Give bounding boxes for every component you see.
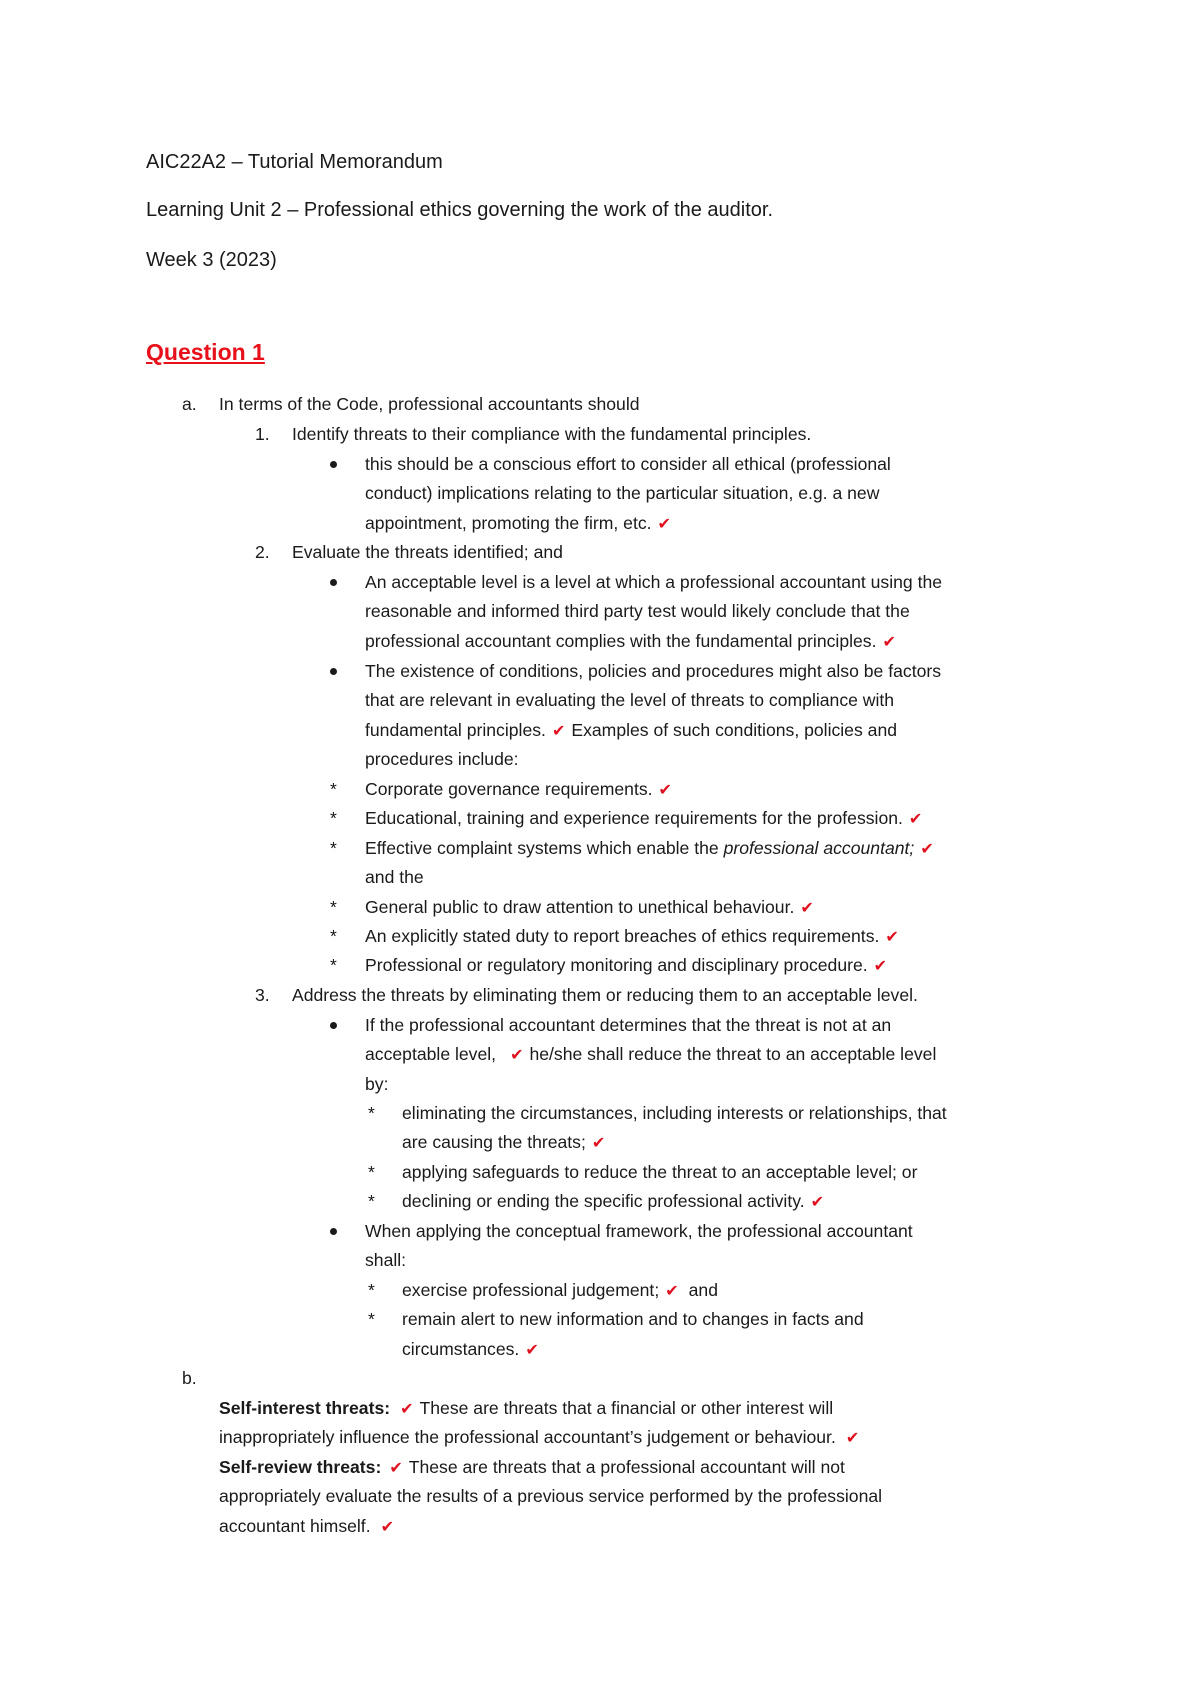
example-item: General public to draw attention to unethical behaviour. ✔ — [365, 897, 814, 917]
remedy-item: applying safeguards to reduce the threat to an acceptable level; or — [402, 1162, 918, 1182]
learning-unit-heading: Learning Unit 2 – Professional ethics governing the work of the auditor. — [146, 199, 774, 221]
star-marker: * — [330, 838, 337, 858]
star-marker: * — [330, 926, 337, 946]
check-mark-icon: ✔ — [845, 1430, 860, 1447]
check-mark-icon: ✔ — [389, 1460, 403, 1477]
step-2-bullet-line: fundamental principles. ✔ Examples of such conditions, policies and — [365, 720, 898, 740]
step-2-bullet-line: that are relevant in evaluating the level of threats to compliance with — [365, 690, 895, 710]
list-number-3: 3. — [255, 985, 270, 1005]
example-item: Effective complaint systems which enable the professional accountant; ✔ — [365, 838, 934, 858]
step-3-bullet-line: When applying the conceptual framework, the professional accountant — [365, 1221, 913, 1241]
star-marker: * — [330, 779, 337, 799]
step-3-bullet-line: If the professional accountant determines that the threat is not at an — [365, 1015, 892, 1035]
item-marker-a: a. — [182, 394, 197, 414]
check-mark-icon: ✔ — [810, 1194, 825, 1211]
example-item-continued: and the — [365, 867, 424, 887]
check-mark-icon: ✔ — [920, 841, 934, 858]
week-label: Week 3 (2023) — [146, 249, 277, 271]
step-2-text: Evaluate the threats identified; and — [292, 542, 563, 562]
bullet-icon — [330, 579, 337, 586]
example-item: Professional or regulatory monitoring and disciplinary procedure. ✔ — [365, 955, 888, 975]
bullet-icon — [330, 668, 337, 675]
check-mark-icon: ✔ — [591, 1135, 606, 1152]
check-mark-icon: ✔ — [658, 782, 672, 799]
bullet-icon — [330, 1022, 337, 1029]
check-mark-icon: ✔ — [908, 811, 923, 828]
part-a-intro: In terms of the Code, professional accountants should — [219, 394, 640, 414]
check-mark-icon: ✔ — [885, 929, 899, 946]
star-marker: * — [368, 1162, 375, 1182]
star-marker: * — [368, 1280, 375, 1300]
list-number-2: 2. — [255, 542, 270, 562]
remedy-item: eliminating the circumstances, including interests or relationships, that — [402, 1103, 947, 1123]
star-marker: * — [368, 1103, 375, 1123]
self-interest-threats: Self-interest threats: ✔ These are threats that a financial or other interest will — [219, 1398, 834, 1418]
self-review-threats: Self-review threats: ✔ These are threats that a professional accountant will not — [219, 1457, 845, 1477]
remedy-item: declining or ending the specific professional activity. ✔ — [402, 1191, 825, 1211]
bullet-icon — [330, 1228, 337, 1235]
star-marker: * — [330, 808, 337, 828]
list-number-1: 1. — [255, 424, 270, 444]
step-1-bullet-line: this should be a conscious effort to consider all ethical (professional — [365, 454, 891, 474]
example-item: Corporate governance requirements. ✔ — [365, 779, 672, 799]
step-2-bullet-line: An acceptable level is a level at which a professional accountant using the — [365, 572, 943, 592]
check-mark-icon: ✔ — [657, 516, 671, 533]
self-review-threats-continued: accountant himself. ✔ — [219, 1516, 394, 1536]
question-1-heading: Question 1 — [146, 339, 265, 365]
step-1-bullet-line: conduct) implications relating to the particular situation, e.g. a new — [365, 483, 880, 503]
check-mark-icon: ✔ — [510, 1047, 524, 1064]
example-item: An explicitly stated duty to report breaches of ethics requirements. ✔ — [365, 926, 899, 946]
check-mark-icon: ✔ — [525, 1342, 539, 1359]
check-mark-icon: ✔ — [800, 900, 814, 917]
step-3-text: Address the threats by eliminating them or reducing them to an acceptable level. — [292, 985, 918, 1005]
step-3-bullet-line: acceptable level, ✔ he/she shall reduce the threat to an acceptable level — [365, 1044, 937, 1064]
star-marker: * — [368, 1191, 375, 1211]
step-2-bullet-line: The existence of conditions, policies and procedures might also be factors — [365, 661, 942, 681]
step-3-bullet-line: by: — [365, 1074, 389, 1094]
item-marker-b: b. — [182, 1368, 197, 1388]
check-mark-icon: ✔ — [665, 1283, 679, 1300]
check-mark-icon: ✔ — [873, 958, 888, 975]
star-marker: * — [330, 897, 337, 917]
framework-item: remain alert to new information and to changes in facts and — [402, 1309, 864, 1329]
step-2-bullet-line: procedures include: — [365, 749, 519, 769]
step-1-text: Identify threats to their compliance with the fundamental principles. — [292, 424, 812, 444]
self-review-threats-continued: appropriately evaluate the results of a previous service performed by the professional — [219, 1486, 883, 1506]
example-item: Educational, training and experience requirements for the profession. ✔ — [365, 808, 923, 828]
framework-item-continued: circumstances. ✔ — [402, 1339, 539, 1359]
bullet-icon — [330, 461, 337, 468]
doc-title: AIC22A2 – Tutorial Memorandum — [146, 151, 443, 173]
star-marker: * — [368, 1309, 375, 1329]
check-mark-icon: ✔ — [882, 634, 896, 651]
self-interest-threats-continued: inappropriately influence the professional accountant’s judgement or behaviour. ✔ — [219, 1427, 860, 1447]
step-1-bullet-line: appointment, promoting the firm, etc. ✔ — [365, 513, 671, 533]
step-3-bullet-line: shall: — [365, 1250, 407, 1270]
check-mark-icon: ✔ — [400, 1401, 414, 1418]
star-marker: * — [330, 955, 337, 975]
check-mark-icon: ✔ — [380, 1519, 394, 1536]
step-2-bullet-line: professional accountant complies with the fundamental principles. ✔ — [365, 631, 896, 651]
check-mark-icon: ✔ — [551, 723, 566, 740]
remedy-item-continued: are causing the threats; ✔ — [402, 1132, 606, 1152]
framework-item: exercise professional judgement; ✔ and — [402, 1280, 718, 1300]
step-2-bullet-line: reasonable and informed third party test would likely conclude that the — [365, 601, 910, 621]
